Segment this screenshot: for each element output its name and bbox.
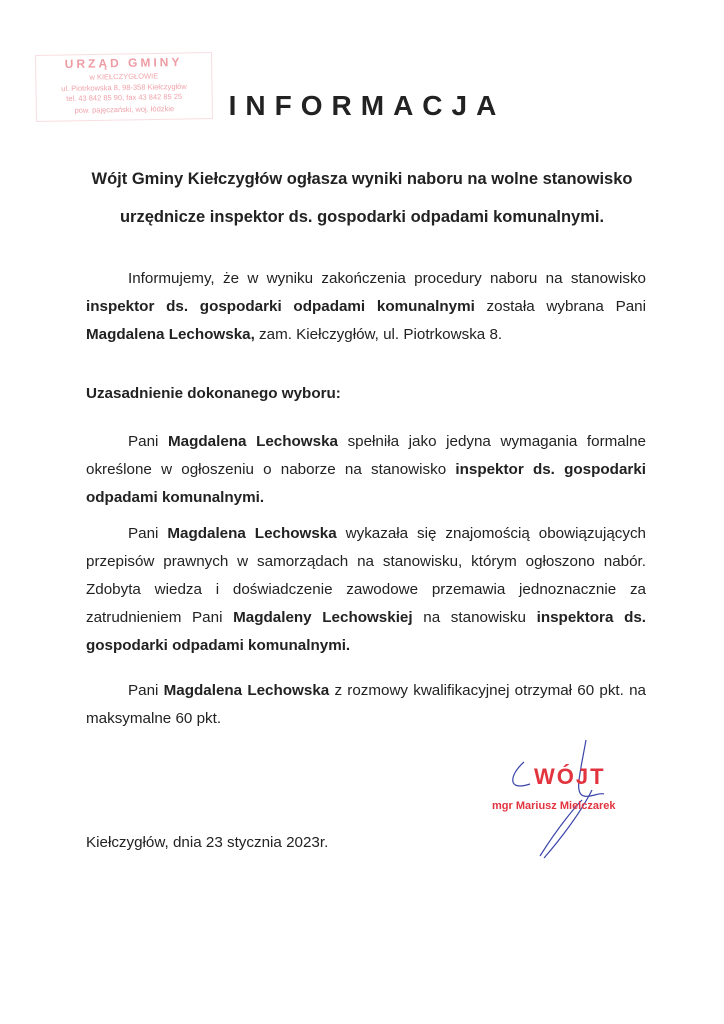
text: Informujemy, że w wyniku zakończenia procedury naboru na stanowisko [128,270,646,287]
text: została wybrana Pani [474,298,646,315]
stamp-line-2: w KIEŁCZYGŁOWIE [89,71,159,82]
date-line: Kiełczygłów, dnia 23 stycznia 2023r. [86,834,329,851]
position-name: inspektora ds. gospodarki odpadami komunalnymi. [86,609,647,654]
signature-block [492,734,660,864]
candidate-name: Magdalena Lechowska [168,433,338,450]
text: zam. Kiełczygłów, ul. Piotrkowska 8. [254,326,503,343]
signature-role: WÓJT [534,764,606,789]
stamp-line-1: URZĄD GMINY [64,54,183,72]
candidate-name: Magdalena Lechowska [167,525,337,542]
position-name: inspektor ds. gospodarki odpadami komunalnymi. [86,461,646,506]
stamp-line-4: tel. 43 842 85 90, fax 43 842 85 25 [66,91,183,104]
candidate-name: Magdaleny Lechowskiej [233,609,413,626]
justification-heading: Uzasadnienie dokonanego wyboru: [86,385,341,402]
document-title: INFORMACJA [228,90,506,121]
text: spełniła jako jedyna wymagania formalne określone w ogłoszeniu o naborze na stanowisko [86,433,646,478]
text: na stanowisku [412,609,537,626]
text: Pani [128,525,168,542]
text: z rozmowy kwalifikacyjnej otrzymał 60 pkt. na maksymalne 60 pkt. [86,682,646,727]
candidate-name: Magdalena Lechowska, [86,326,255,343]
text: wykazała się znajomością obowiązujących przepisów prawnych w samorządach na stanowisku, którym ogłoszono nabór. Zdobyta wiedza i doświadczenie zawodowe przemawia jednoznacznie za zatrudnieniem Pani [86,525,647,626]
paragraph-result [86,265,646,349]
candidate-name: Magdalena Lechowska [163,682,330,699]
handwritten-signature [500,734,660,864]
paragraph-knowledge [86,520,646,660]
text: Pani [128,682,164,699]
stamp-line-3: ul. Piotrkowska 8, 98-358 Kiełczygłów [61,81,187,94]
signatory-name: mgr Mariusz Mielczarek [492,800,616,812]
paragraph-interview [86,677,646,733]
paragraph-requirements [86,428,646,512]
text: Pani [128,433,168,450]
announcement-headline: Wójt Gminy Kiełczygłów ogłasza wyniki naboru na wolne stanowisko urzędnicze inspektor ds. gospodarki odpadami komunalnymi. [91,170,633,226]
position-name: inspektor ds. gospodarki odpadami komunalnymi [86,298,475,315]
stamp-line-5: pow. pajęczański, woj. łódzkie [74,104,175,115]
